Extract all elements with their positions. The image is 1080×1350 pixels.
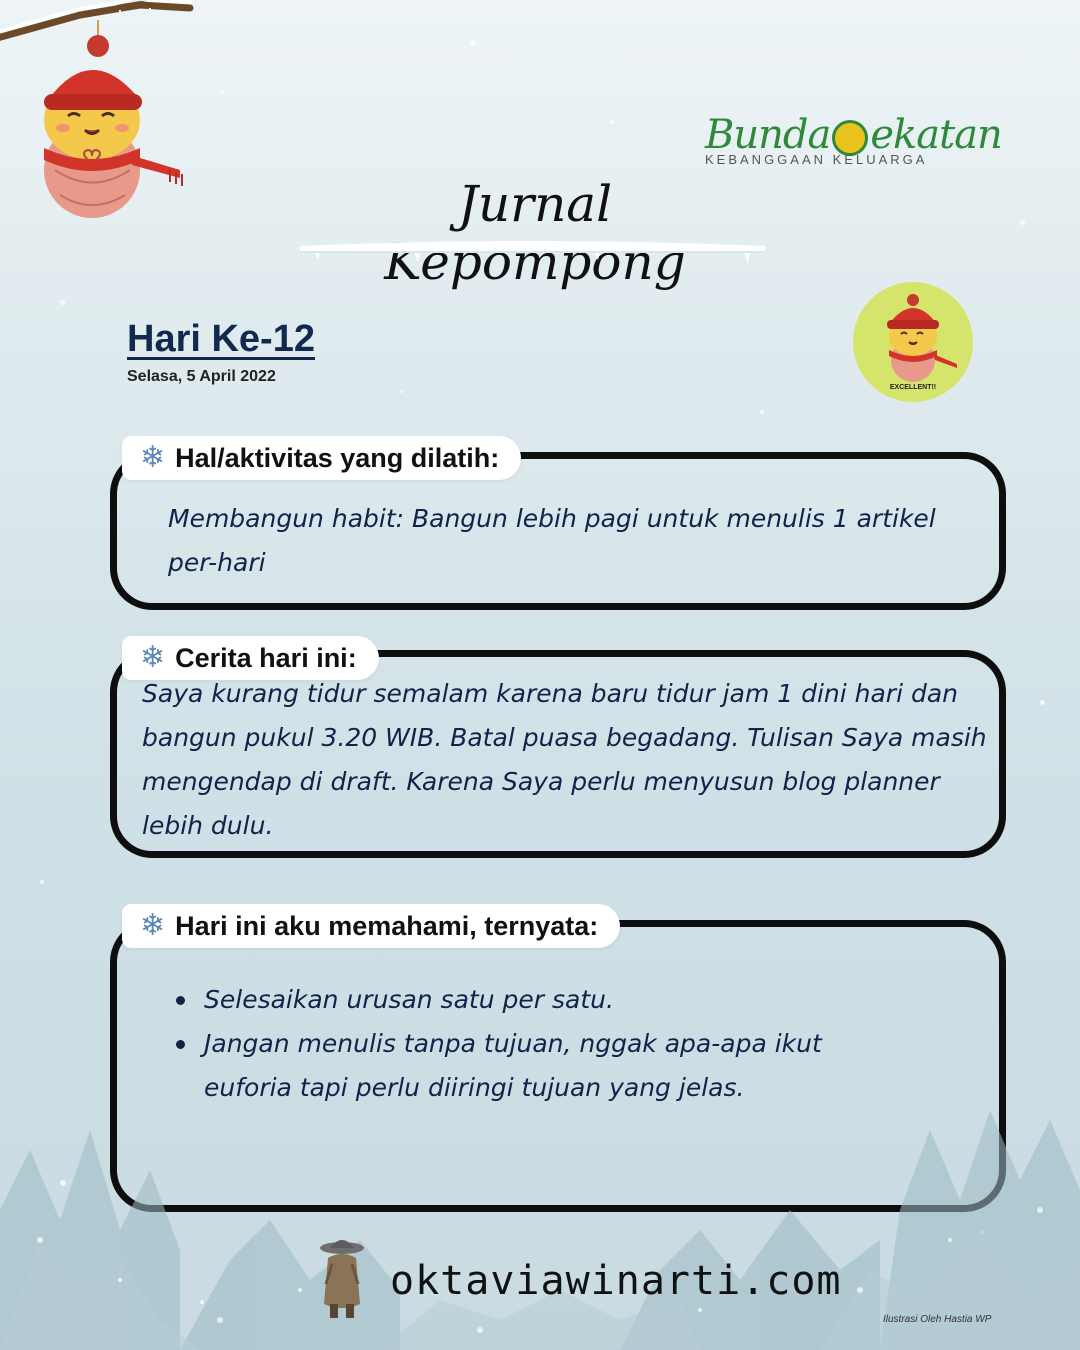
day-heading: Hari Ke-12 xyxy=(127,318,315,360)
cocoon-ornament-icon xyxy=(30,20,200,230)
date-text: Selasa, 5 April 2022 xyxy=(127,368,276,385)
page-title: Jurnal Kepompong xyxy=(384,175,686,291)
list-item: Jangan menulis tanpa tujuan, nggak apa-apa ikut euforia tapi perlu diiringi tujuan yang jelas. xyxy=(172,1022,892,1110)
logo-circle-icon xyxy=(832,120,868,156)
badge-label: EXCELLENT!! xyxy=(889,384,937,391)
website-link[interactable]: oktaviawinarti.com xyxy=(390,1258,842,1304)
snowflake-icon: ❄ xyxy=(140,908,166,943)
cocoon-mascot-icon xyxy=(853,288,973,388)
excellent-badge xyxy=(853,282,973,402)
insight-label-tag xyxy=(122,904,620,948)
snowflake-icon: ❄ xyxy=(140,440,166,475)
logo-subtitle: KEBANGGAAN KELUARGA xyxy=(705,152,928,167)
logo-title: Bunda ekatan xyxy=(705,112,1002,158)
title-snow-ledge xyxy=(300,238,765,266)
activity-label: Hal/aktivitas yang dilatih: xyxy=(175,442,500,473)
list-item: Selesaikan urusan satu per satu. xyxy=(172,978,892,1022)
insight-label: Hari ini aku memahami, ternyata: xyxy=(175,910,599,941)
brand-logo xyxy=(705,112,1002,167)
traveler-illustration-icon xyxy=(312,1234,372,1320)
snowflake-icon: ❄ xyxy=(140,640,166,675)
story-label: Cerita hari ini: xyxy=(175,642,357,673)
activity-label-tag xyxy=(122,436,521,480)
activity-text: Membangun habit: Bangun lebih pagi untuk menulis 1 artikel per-hari xyxy=(168,504,936,577)
pine-trees-decoration xyxy=(0,1090,1080,1350)
illustration-credit: Ilustrasi Oleh Hastia WP xyxy=(883,1314,992,1325)
story-text: Saya kurang tidur semalam karena baru tidur jam 1 dini hari dan bangun pukul 3.20 WIB. Batal puasa begadang. Tulisan Saya masih mengendap di draft. Karena Saya perlu menyusun blog planner lebih dulu. xyxy=(142,679,987,840)
